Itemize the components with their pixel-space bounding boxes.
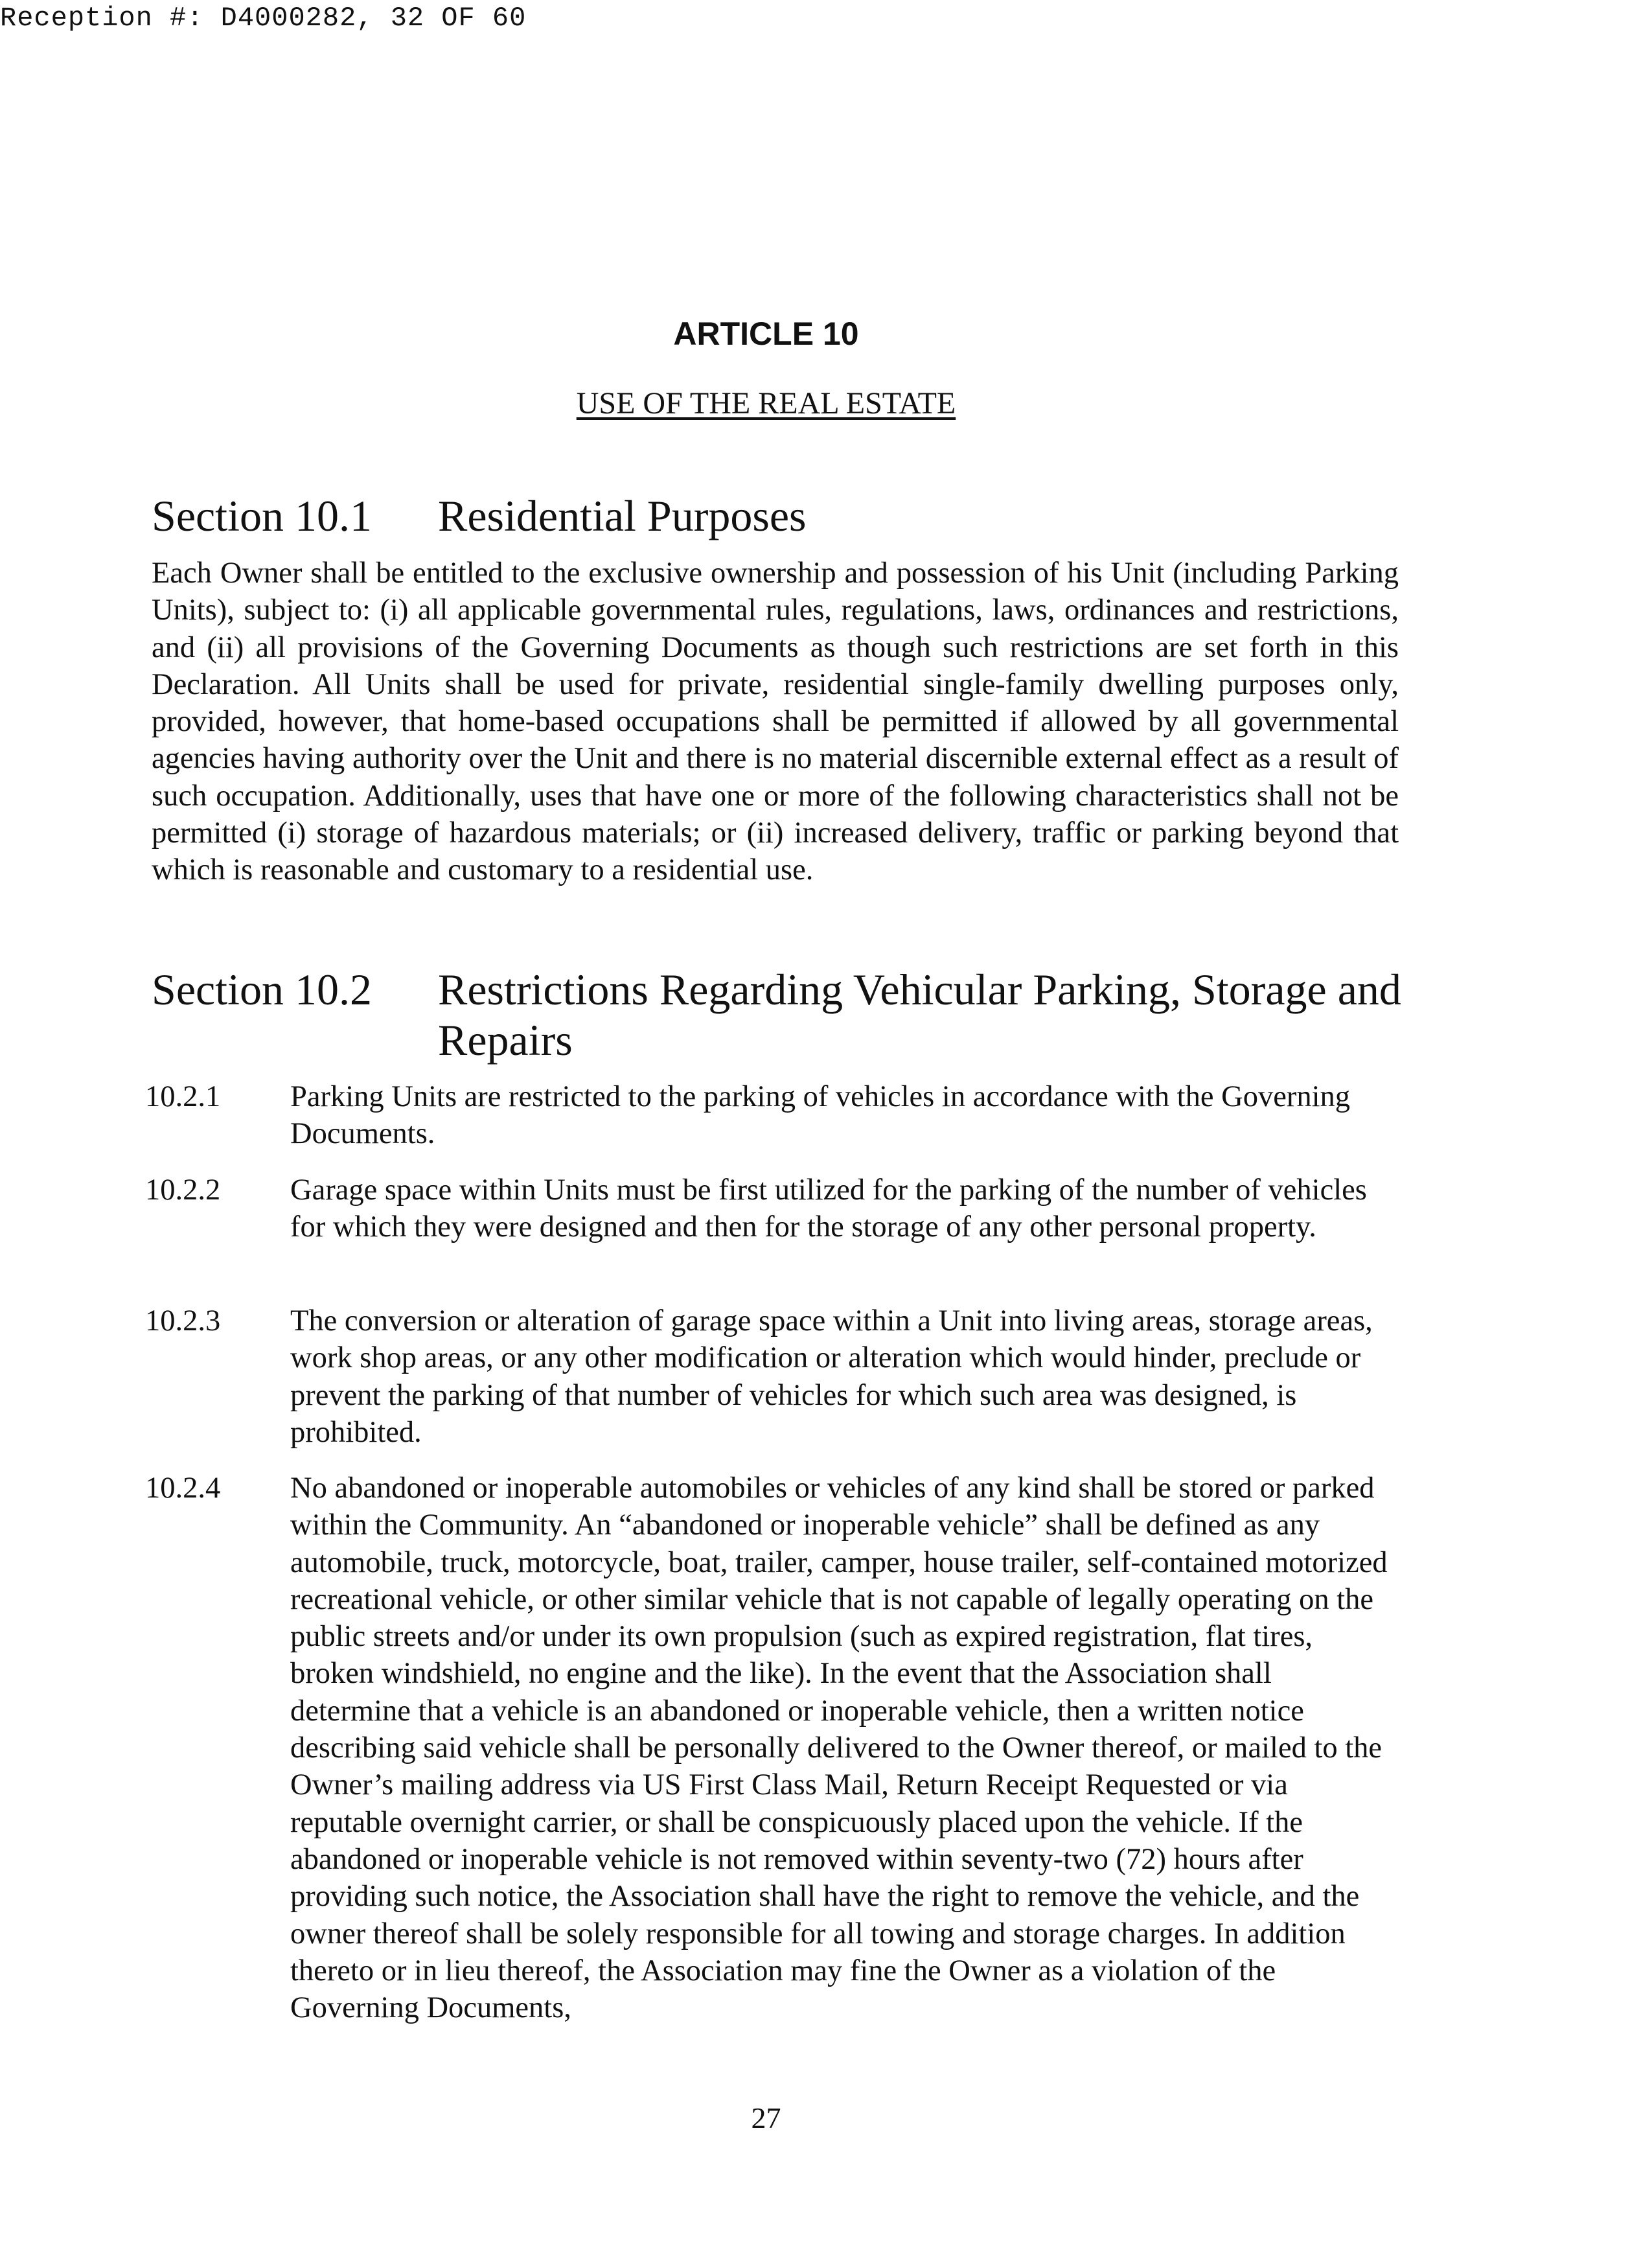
page-number: 27 <box>751 2101 781 2134</box>
article-title: ARTICLE 10 <box>673 316 859 352</box>
article-subtitle: USE OF THE REAL ESTATE <box>576 386 956 421</box>
subsection-number: 10.2.3 <box>145 1304 221 1337</box>
section-10-1-body: Each Owner shall be entitled to the exclusive ownership and possession of his Unit (including Parking Units), subject to: (i) all applicable governmental rules, regulations, laws, ordinances and restrictions, and (ii) all provisions of the Governing Documents as though such restrictions are set forth in this Declaration. All Units shall be used for private, residential single-family dwelling purposes only, provided, however, that home-based occupations shall be permitted if allowed by all governmental agencies having authority over the Unit and there is no material discernible external effect as a result of such occupation. Additionally, uses that have one or more of the following characteristics shall not be permitted (i) storage of hazardous materials; or (ii) increased delivery, traffic or parking beyond that which is reasonable and customary to a residential use. <box>152 557 1399 887</box>
subsection-text: Garage space within Units must be first utilized for the parking of the number of vehicles for which they were designed and then for the storage of any other personal property. <box>290 1174 1367 1244</box>
subsection-text: Parking Units are restricted to the parking of vehicles in accordance with the Governing Documents. <box>290 1080 1350 1151</box>
reception-number: Reception #: D4000282, 32 OF 60 <box>0 3 527 34</box>
subsection-number: 10.2.1 <box>145 1080 221 1113</box>
subsection-number: 10.2.2 <box>145 1174 221 1207</box>
section-title: Restrictions Regarding Vehicular Parking, Storage and Repairs <box>438 965 1401 1065</box>
subsection-number: 10.2.4 <box>145 1472 221 1505</box>
subsection-text: The conversion or alteration of garage space within a Unit into living areas, storage areas, work shop areas, or any other modification or alteration which would hinder, preclude or prevent the parking of that number of vehicles for which such area was designed, is prohibited. <box>290 1304 1373 1449</box>
subsection-text: No abandoned or inoperable automobiles or vehicles of any kind shall be stored or parked within the Community. An “abandoned or inoperable vehicle” shall be defined as any automobile, truck, motorcycle, boat, trailer, camper, house trailer, self-contained motorized recreational vehicle, or other similar vehicle that is not capable of legally operating on the public streets and/or under its own propulsion (such as expired registration, flat tires, broken windshield, no engine and the like). In the event that the Association shall determine that a vehicle is an abandoned or inoperable vehicle, then a written notice describing said vehicle shall be personally delivered to the Owner thereof, or mailed to the Owner’s mailing address via US First Class Mail, Return Receipt Requested or via reputable overnight carrier, or shall be conspicuously placed upon the vehicle. If the abandoned or inoperable vehicle is not removed within seventy-two (72) hours after providing such notice, the Association shall have the right to remove the vehicle, and the owner thereof shall be solely responsible for all towing and storage charges. In addition thereto or in lieu thereof, the Association may fine the Owner as a violation of the Governing Documents, <box>290 1472 1388 2025</box>
section-title: Residential Purposes <box>438 491 807 540</box>
section-number: Section 10.1 <box>152 491 372 540</box>
section-number: Section 10.2 <box>152 965 372 1014</box>
